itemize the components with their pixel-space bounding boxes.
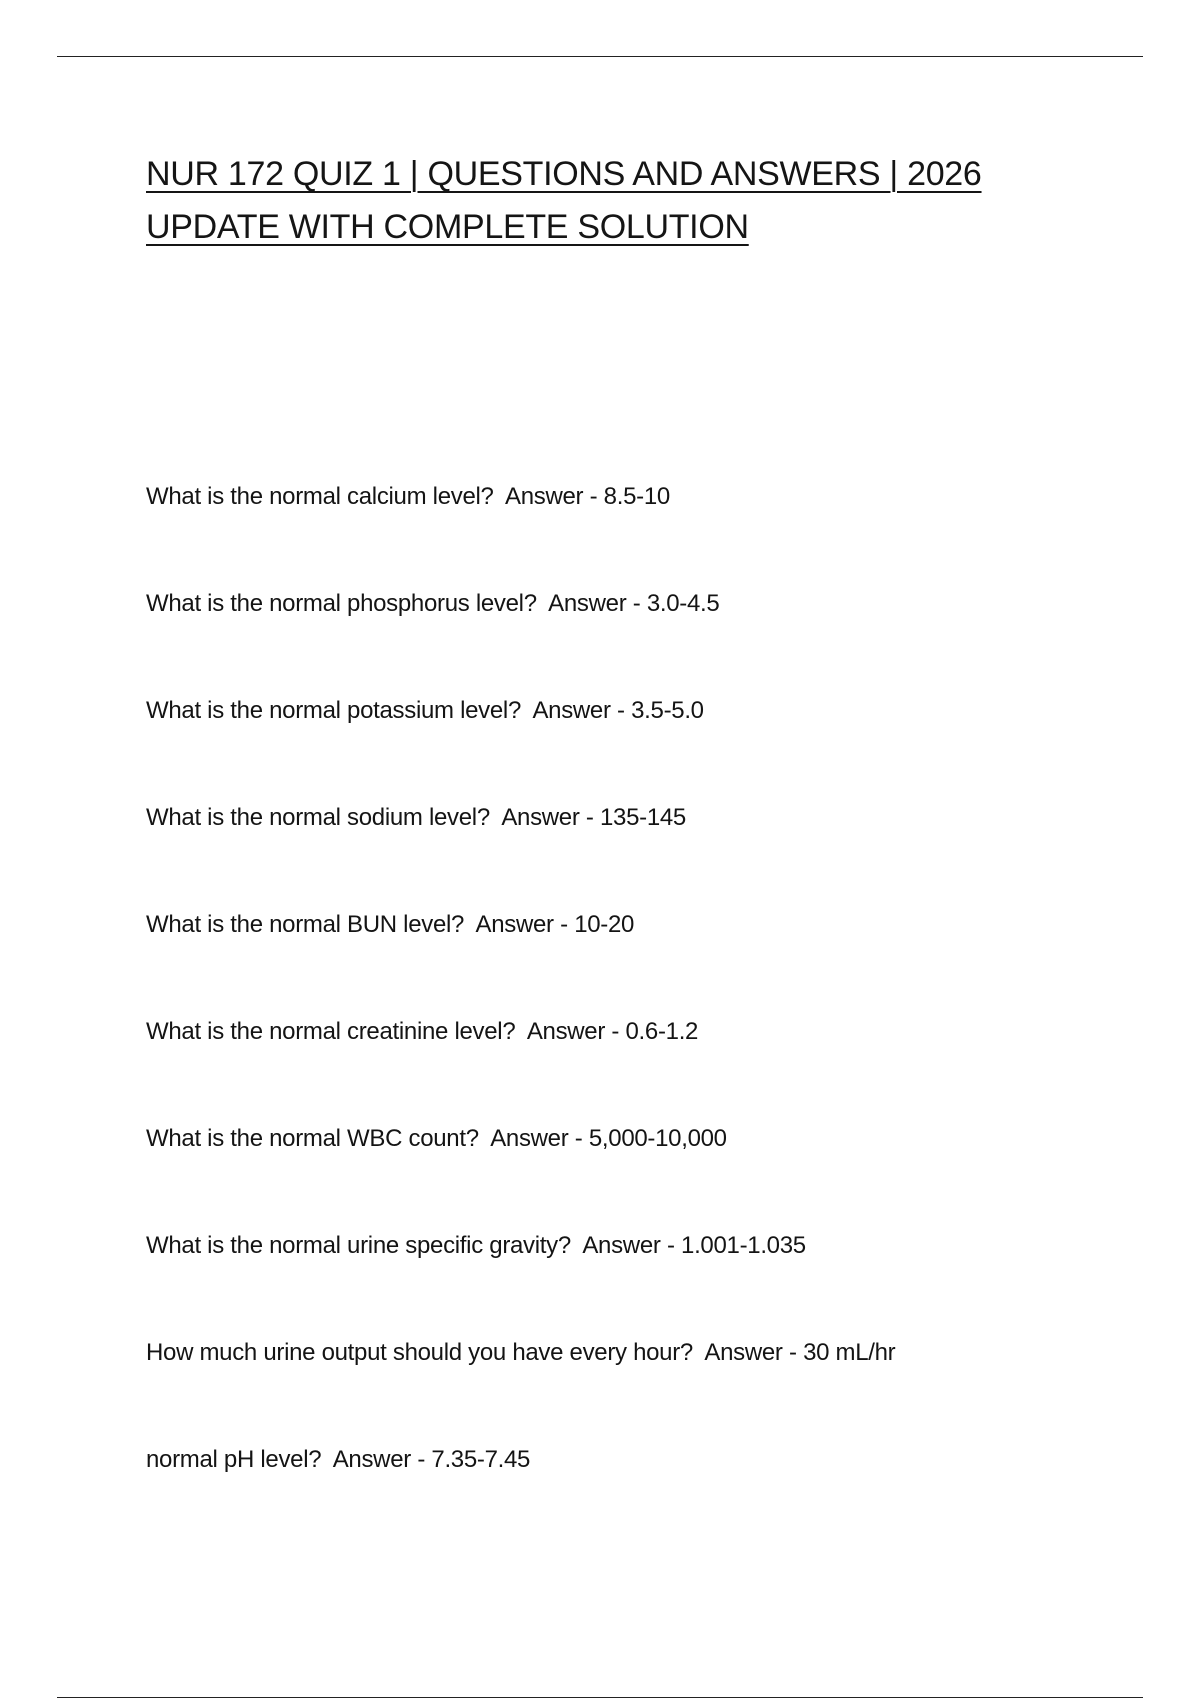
question-text: What is the normal WBC count? — [146, 1125, 479, 1152]
question-text: normal pH level? — [146, 1446, 322, 1473]
answer-prefix: Answer - — [501, 804, 594, 831]
answer-text: 30 mL/hr — [803, 1339, 896, 1366]
answer-prefix: Answer - — [490, 1125, 583, 1152]
answer-text: 7.35-7.45 — [431, 1446, 531, 1473]
answer-prefix: Answer - — [332, 1446, 426, 1473]
answer-text: 3.5-5.0 — [631, 697, 704, 724]
question-text: What is the normal BUN level? — [146, 911, 465, 938]
answer-text: 3.0-4.5 — [646, 590, 720, 617]
document-title: NUR 172 QUIZ 1 | QUESTIONS AND ANSWERS | 2026 UPDATE WITH COMPLETE SOLUTION — [146, 155, 982, 246]
document-body — [146, 148, 1046, 1473]
qa-item — [146, 1230, 1046, 1337]
answer-prefix: Answer - — [526, 1018, 620, 1045]
answer-text: 10-20 — [574, 911, 635, 938]
question-text: What is the normal creatinine level? — [146, 1018, 516, 1045]
answer-text: 1.001-1.035 — [681, 1232, 806, 1259]
qa-item — [146, 695, 1046, 802]
qa-item — [146, 1337, 1046, 1444]
qa-list — [146, 481, 1046, 1551]
qa-item — [146, 481, 1046, 588]
qa-item — [146, 588, 1046, 695]
answer-prefix: Answer - — [475, 911, 568, 938]
qa-item — [146, 909, 1046, 1016]
answer-prefix: Answer - — [548, 590, 641, 617]
qa-item — [146, 802, 1046, 909]
answer-text: 135-145 — [599, 804, 686, 831]
question-text: What is the normal potassium level? — [146, 697, 522, 724]
question-text: What is the normal sodium level? — [146, 804, 490, 831]
qa-item — [146, 1444, 1046, 1551]
answer-text: 8.5-10 — [603, 483, 670, 510]
question-text: How much urine output should you have every hour? — [146, 1339, 693, 1366]
question-text: What is the normal urine specific gravity? — [146, 1232, 571, 1259]
answer-prefix: Answer - — [704, 1339, 797, 1366]
answer-prefix: Answer - — [582, 1232, 675, 1259]
answer-prefix: Answer - — [532, 697, 625, 724]
qa-item — [146, 1016, 1046, 1123]
bottom-rule — [57, 1697, 1143, 1698]
question-text: What is the normal phosphorus level? — [146, 590, 537, 617]
answer-text: 0.6-1.2 — [625, 1018, 699, 1045]
top-rule — [57, 56, 1143, 57]
answer-text: 5,000-10,000 — [588, 1125, 727, 1152]
qa-item — [146, 1123, 1046, 1230]
answer-prefix: Answer - — [505, 483, 598, 510]
question-text: What is the normal calcium level? — [146, 483, 494, 510]
